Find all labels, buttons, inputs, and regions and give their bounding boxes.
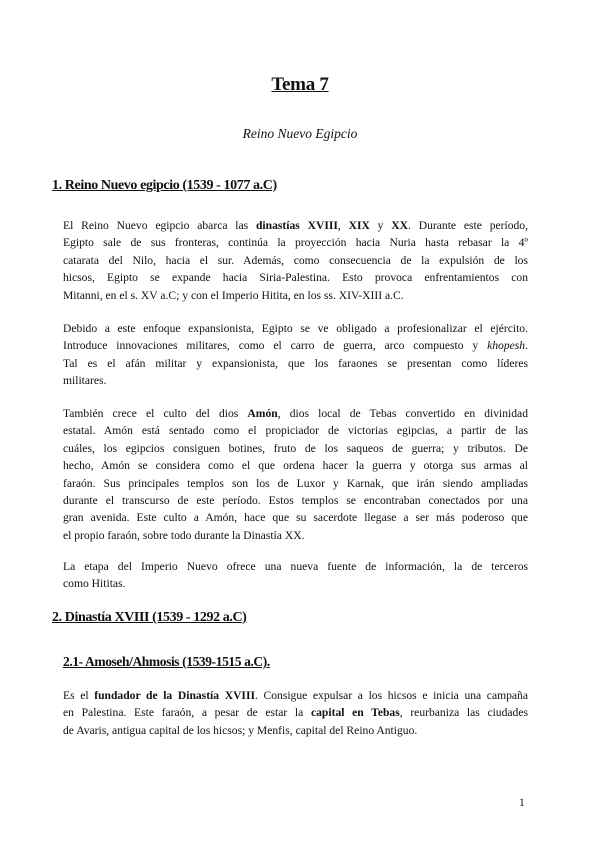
text-run: como Hititas.	[63, 577, 126, 591]
text-run: , reurbaniza las ciudades	[399, 706, 528, 720]
text-run: . Consigue expulsar a los hicsos e inicia una campaña	[254, 689, 528, 702]
text-line	[63, 405, 528, 422]
bold-text: XX	[391, 219, 409, 232]
text-line	[63, 558, 528, 575]
text-run: militares.	[63, 374, 107, 388]
text-run: . Durante este período,	[408, 219, 528, 232]
text-run: de Avaris, antigua capital de los hicsos; y Menfis, capital del Reino Antiguo.	[63, 723, 418, 737]
text-line	[63, 234, 528, 251]
text-line	[63, 320, 528, 337]
text-run: cuáles, los egipcios consiguen botines, fruto de los saqueos de guerra; y tributos. De	[63, 441, 528, 455]
text-run: , dios local de Tebas convertido en divinidad	[277, 407, 528, 420]
text-run: catarata del Nilo, hacia el sur. Además, como consecuencia de la expulsión de los	[63, 253, 528, 267]
section-1-heading: 1. Reino Nuevo egipcio (1539 - 1077 a.C)	[52, 178, 277, 193]
text-run: ,	[337, 219, 349, 232]
text-run: hicsos, Egipto se expande hacia Siria-Palestina. Esto provoca enfrentamientos con	[63, 271, 528, 285]
text-run: Debido a este enfoque expansionista, Egipto se ve obligado a profesionalizar el ejército.	[63, 322, 528, 335]
section-1-paragraph-3	[63, 405, 528, 544]
text-line	[63, 252, 528, 269]
text-line	[63, 440, 528, 457]
text-run: y	[369, 219, 392, 232]
text-line	[63, 475, 528, 492]
bold-text: dinastías XVIII	[255, 219, 338, 232]
text-run: Tal es el afán militar y expansionista, que los faraones se presentan como líderes	[63, 356, 528, 370]
text-line	[63, 372, 528, 389]
page-number: 1	[519, 797, 525, 809]
text-line	[63, 217, 528, 234]
document-subtitle: Reino Nuevo Egipcio	[242, 126, 358, 141]
section-2-heading: 2. Dinastía XVIII (1539 - 1292 a.C)	[52, 610, 247, 625]
text-run: El Reino Nuevo egipcio abarca las	[63, 219, 256, 232]
bold-text: fundador de la Dinastía XVIII	[94, 689, 255, 702]
section-2-1-paragraph-1	[63, 687, 528, 739]
section-1-paragraph-4	[63, 558, 528, 593]
section-1-paragraph-2	[63, 320, 528, 390]
text-line	[63, 575, 528, 592]
text-run: Es el	[63, 689, 95, 702]
text-run: Introduce innovaciones militares, como el carro de guerra, arco compuesto y	[63, 339, 488, 353]
text-line	[63, 704, 528, 721]
text-run: en Palestina. Este faraón, a pesar de estar la	[63, 706, 311, 720]
text-run: gran avenida. Este culto a Amón, hace que su sacerdote llegase a ser más poderoso que	[63, 511, 528, 525]
text-run: faraón. Sus principales templos son los de Luxor y Karnak, que irán siendo ampliadas	[63, 476, 528, 490]
italic-text: khopesh	[487, 339, 526, 353]
text-line	[63, 527, 528, 544]
text-run: También crece el culto del dios	[63, 407, 248, 420]
text-run: durante el transcurso de este período. Estos templos se encontraban conectados por una	[63, 493, 528, 507]
text-line	[63, 492, 528, 509]
bold-text: XIX	[348, 219, 370, 232]
document-title: Tema 7	[271, 74, 329, 95]
text-run: el propio faraón, sobre todo durante la Dinastía XX.	[63, 528, 305, 542]
text-run: La etapa del Imperio Nuevo ofrece una nueva fuente de información, la de terceros	[63, 560, 528, 573]
text-line	[63, 509, 528, 526]
text-line	[63, 457, 528, 474]
text-line	[63, 422, 528, 439]
text-line	[63, 337, 528, 354]
text-run: hecho, Amón se considera como el que ordena hacer la guerra y otorga sus armas al	[63, 459, 528, 473]
bold-text: Amón	[247, 407, 278, 420]
text-run: .	[525, 339, 528, 353]
text-run: estatal. Amón está sentado como el propiciador de victorias egipcias, a partir de las	[63, 424, 528, 438]
text-run: Egipto sale de sus fronteras, continúa la proyección hacia Nuria hasta rebasar la 4º	[63, 236, 528, 250]
section-2-1-heading: 2.1- Amoseh/Ahmosis (1539-1515 a.C).	[63, 654, 270, 669]
section-1-paragraph-1	[63, 217, 528, 304]
text-line	[63, 287, 528, 304]
text-line	[63, 722, 528, 739]
bold-text: capital en Tebas	[310, 706, 400, 720]
text-line	[63, 355, 528, 372]
text-line	[63, 687, 528, 704]
text-line	[63, 269, 528, 286]
text-run: Mitanni, en el s. XV a.C; y con el Imperio Hitita, en los ss. XIV-XIII a.C.	[63, 288, 404, 302]
